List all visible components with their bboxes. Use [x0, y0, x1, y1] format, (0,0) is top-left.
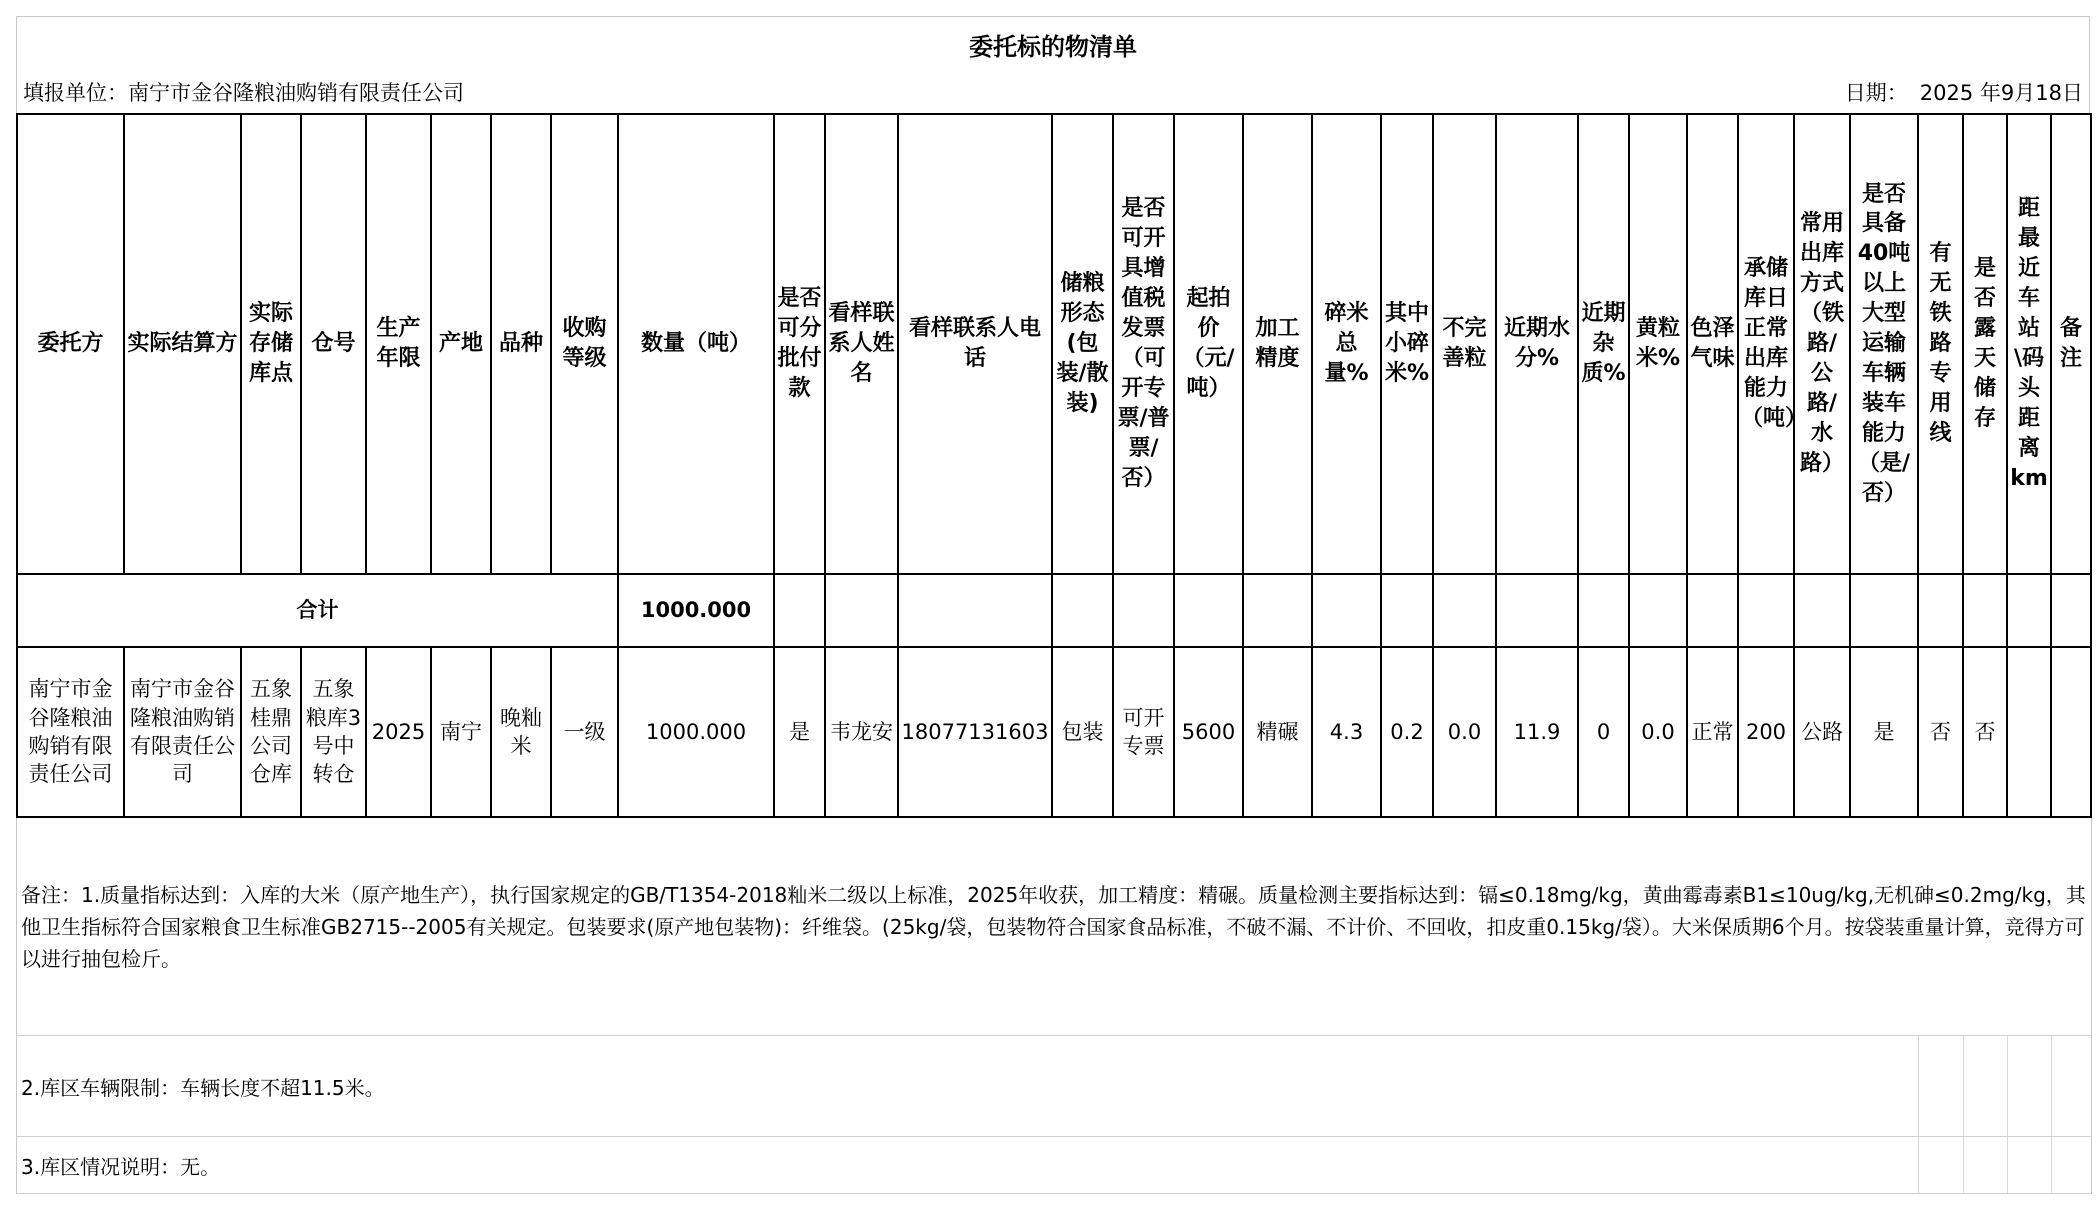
table-row — [17, 647, 2091, 817]
sheet — [16, 16, 2090, 1194]
empty-cell — [1174, 574, 1243, 647]
col-header: 看样联系人姓名 — [825, 114, 898, 574]
empty-cell — [1113, 574, 1174, 647]
col-header: 实际存储库点 — [241, 114, 301, 574]
empty-cell — [2007, 574, 2051, 647]
empty-cell — [898, 574, 1052, 647]
meta-row — [16, 71, 2090, 113]
header-row — [17, 114, 2091, 574]
note-site — [17, 1137, 2091, 1194]
reporting-unit — [17, 77, 464, 107]
col-header: 实际结算方 — [124, 114, 241, 574]
col-header: 其中小碎米% — [1381, 114, 1433, 574]
col-header: 距最近车站\码头距离km — [2007, 114, 2051, 574]
grid-line — [2051, 1137, 2052, 1193]
cell-variety: 晚籼米 — [491, 647, 551, 817]
col-header: 是否露天储存 — [1963, 114, 2007, 574]
col-header: 近期杂质% — [1578, 114, 1629, 574]
empty-cell — [1687, 574, 1738, 647]
col-header: 常用出库方式（铁路/公路/水路） — [1794, 114, 1850, 574]
empty-cell — [1243, 574, 1312, 647]
empty-cell — [1052, 574, 1113, 647]
col-header: 起拍价（元/吨） — [1174, 114, 1243, 574]
grid-line — [2051, 1036, 2052, 1136]
cell-precision: 精碾 — [1243, 647, 1312, 817]
cell-impurity: 0 — [1578, 647, 1629, 817]
empty-cell — [1794, 574, 1850, 647]
empty-cell — [1963, 574, 2007, 647]
cell-contact-phone: 18077131603 — [898, 647, 1052, 817]
report-date-label: 日期： — [1844, 81, 1908, 105]
cell-settlement: 南宁市金谷隆粮油购销有限责任公司 — [124, 647, 241, 817]
grid-line — [1963, 1137, 1964, 1193]
cell-origin: 南宁 — [431, 647, 491, 817]
note-quality-text: 备注：1.质量指标达到：入库的大米（原产地生产），执行国家规定的GB/T1354-2018籼米二级以上标准，2025年收获，加工精度：精碾。质量检测主要指标达到：镉≤0.18mg/kg，黄曲霉毒素B1≤10ug/kg,无机砷≤0.2mg/kg，其他卫生指标符合国家粮食卫生标准GB2715--2005有关规定。包装要求(原产地包装物)：纤维袋。(25kg/袋，包装物符合国家食品标准，不破不漏、不计价、不回收，扣皮重0.15kg/袋）。大米保质期6个月。按袋装重量计算，竞得方可以进行抽包检斤。 — [21, 882, 2086, 971]
summary-quantity: 1000.000 — [618, 574, 774, 647]
summary-row — [17, 574, 2091, 647]
notes-section — [16, 818, 2092, 1194]
col-header: 近期水分% — [1496, 114, 1578, 574]
cell-year: 2025 — [366, 647, 431, 817]
col-header: 是否具备40吨以上大型运输车辆装车能力（是/否） — [1850, 114, 1918, 574]
cell-open-air: 否 — [1963, 647, 2007, 817]
cell-railway: 否 — [1918, 647, 1963, 817]
grid-line — [1918, 1137, 1919, 1193]
empty-cell — [1738, 574, 1794, 647]
cell-grade: 一级 — [551, 647, 618, 817]
cell-storage: 五象桂鼎公司仓库 — [241, 647, 301, 817]
col-header: 委托方 — [17, 114, 124, 574]
col-header: 备注 — [2051, 114, 2091, 574]
empty-cell — [1629, 574, 1687, 647]
reporting-unit-value: 南宁市金谷隆粮油购销有限责任公司 — [128, 81, 464, 105]
empty-cell — [1381, 574, 1433, 647]
col-header: 碎米总量% — [1312, 114, 1381, 574]
col-header: 加工精度 — [1243, 114, 1312, 574]
cell-invoice: 可开专票 — [1113, 647, 1174, 817]
empty-cell — [1918, 574, 1963, 647]
col-header: 是否可开具增值税发票（可开专票/普票/否） — [1113, 114, 1174, 574]
cell-price: 5600 — [1174, 647, 1243, 817]
col-header: 产地 — [431, 114, 491, 574]
grid-line — [2007, 1036, 2008, 1136]
grid-line — [2007, 1137, 2008, 1193]
empty-cell — [1433, 574, 1496, 647]
cell-method: 公路 — [1794, 647, 1850, 817]
listing-table — [16, 113, 2092, 818]
note-site-text: 3.库区情况说明：无。 — [21, 1154, 221, 1179]
report-date-value: 2025 年9月18日 — [1919, 81, 2083, 105]
grid-line — [1918, 1036, 1919, 1136]
cell-capacity: 200 — [1738, 647, 1794, 817]
empty-cell — [1312, 574, 1381, 647]
cell-installment: 是 — [774, 647, 825, 817]
empty-cell — [825, 574, 898, 647]
col-header: 承储库日正常出库能力（吨） — [1738, 114, 1794, 574]
col-header: 收购等级 — [551, 114, 618, 574]
cell-yellow: 0.0 — [1629, 647, 1687, 817]
cell-contact-name: 韦龙安 — [825, 647, 898, 817]
col-header: 储粮形态(包装/散装) — [1052, 114, 1113, 574]
col-header: 生产年限 — [366, 114, 431, 574]
empty-cell — [1496, 574, 1578, 647]
note-vehicle-text: 2.库区车辆限制：车辆长度不超11.5米。 — [21, 1075, 385, 1100]
cell-client: 南宁市金谷隆粮油购销有限责任公司 — [17, 647, 124, 817]
cell-form: 包装 — [1052, 647, 1113, 817]
cell-moisture: 11.9 — [1496, 647, 1578, 817]
empty-cell — [774, 574, 825, 647]
col-header: 仓号 — [301, 114, 366, 574]
cell-broken-total: 4.3 — [1312, 647, 1381, 817]
col-header: 色泽气味 — [1687, 114, 1738, 574]
col-header: 黄粒米% — [1629, 114, 1687, 574]
report-date — [1845, 77, 2089, 107]
cell-quantity: 1000.000 — [618, 647, 774, 817]
cell-small-broken: 0.2 — [1381, 647, 1433, 817]
cell-distance — [2007, 647, 2051, 817]
reporting-unit-label: 填报单位： — [23, 81, 128, 105]
sheet-title: 委托标的物清单 — [16, 16, 2090, 71]
empty-cell — [1578, 574, 1629, 647]
cell-warehouse-no: 五象粮库3号中转仓 — [301, 647, 366, 817]
empty-cell — [2051, 574, 2091, 647]
cell-imperfect: 0.0 — [1433, 647, 1496, 817]
note-quality — [17, 818, 2091, 1036]
summary-label: 合计 — [17, 574, 618, 647]
col-header: 品种 — [491, 114, 551, 574]
cell-big-truck: 是 — [1850, 647, 1918, 817]
col-header: 不完善粒 — [1433, 114, 1496, 574]
grid-line — [1963, 1036, 1964, 1136]
note-vehicle — [17, 1036, 2091, 1137]
cell-color-smell: 正常 — [1687, 647, 1738, 817]
col-header: 看样联系人电话 — [898, 114, 1052, 574]
col-header: 有无铁路专用线 — [1918, 114, 1963, 574]
cell-remark — [2051, 647, 2091, 817]
col-header: 是否可分批付款 — [774, 114, 825, 574]
empty-cell — [1850, 574, 1918, 647]
col-header: 数量（吨） — [618, 114, 774, 574]
